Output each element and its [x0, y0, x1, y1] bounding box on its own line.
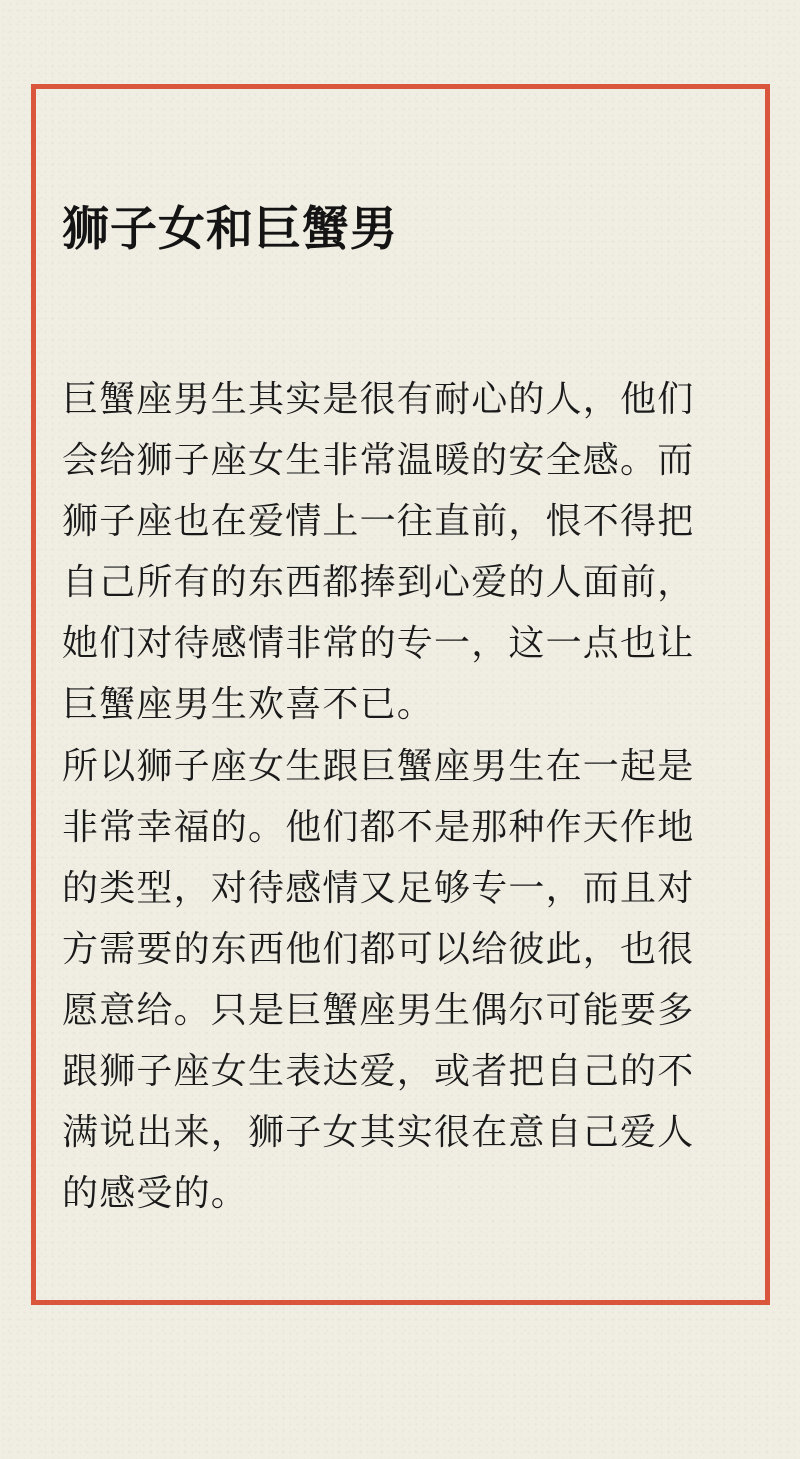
paragraph-2: 所以狮子座女生跟巨蟹座男生在一起是非常幸福的。他们都不是那种作天作地的类型，对待感情又足够专一，而且对方需要的东西他们都可以给彼此，也很愿意给。只是巨蟹座男生偶尔可能要多跟狮子座女生表达爱，或者把自己的不满说出来，狮子女其实很在意自己爱人的感受的。	[62, 745, 695, 1215]
article-body	[62, 369, 722, 1224]
paragraph-1: 巨蟹座男生其实是很有耐心的人，他们会给狮子座女生非常温暖的安全感。而狮子座也在爱情上一往直前，恨不得把自己所有的东西都捧到心爱的人面前，她们对待感情非常的专一，这一点也让巨蟹座男生欢喜不已。	[62, 379, 695, 726]
article-title: 狮子女和巨蟹男	[62, 202, 398, 257]
